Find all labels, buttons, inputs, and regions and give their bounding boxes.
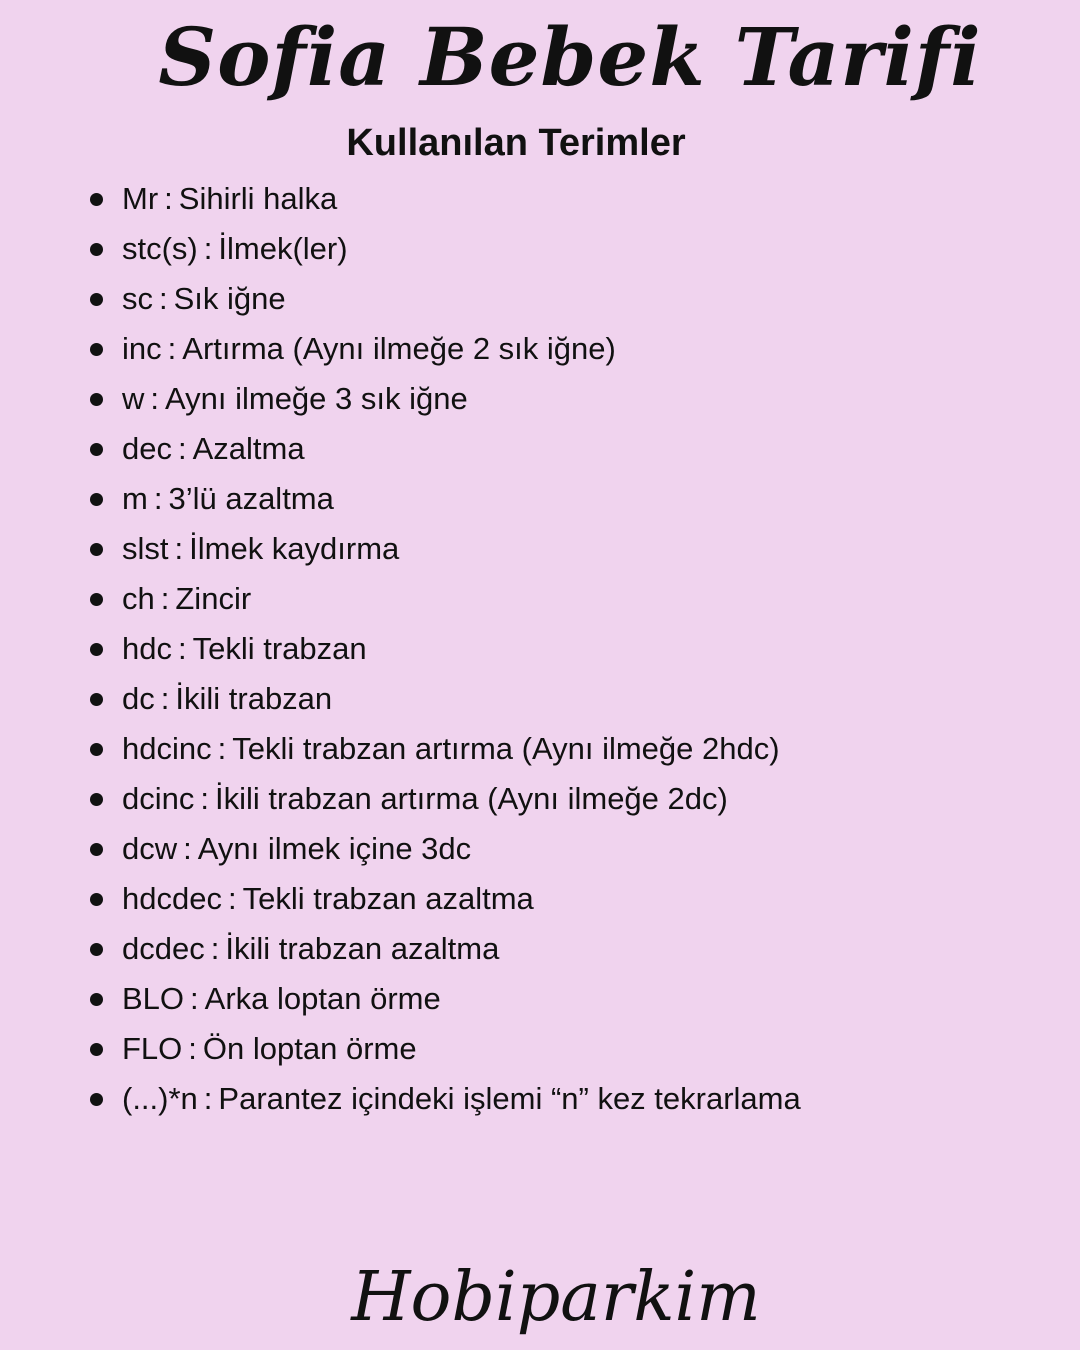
term-abbr: dcw	[122, 831, 178, 866]
term-meaning: Zincir	[175, 581, 252, 616]
bullet-icon	[90, 443, 103, 456]
list-item	[88, 974, 801, 1024]
term-meaning: İkili trabzan	[175, 681, 333, 716]
list-item	[88, 824, 801, 874]
term-separator: :	[190, 981, 199, 1016]
term-abbr: w	[122, 381, 145, 416]
term-meaning: İlmek kaydırma	[189, 531, 400, 566]
list-item	[88, 524, 801, 574]
term-abbr: (...)*n	[122, 1081, 198, 1116]
term-separator: :	[200, 781, 209, 816]
list-item	[88, 1074, 801, 1124]
bullet-icon	[90, 193, 103, 206]
term-meaning: Aynı ilmeğe 3 sık iğne	[165, 381, 468, 416]
list-item	[88, 174, 801, 224]
bullet-icon	[90, 343, 103, 356]
list-item	[88, 424, 801, 474]
bullet-icon	[90, 1093, 103, 1106]
list-item	[88, 574, 801, 624]
term-separator: :	[164, 181, 173, 216]
term-meaning: İkili trabzan artırma (Aynı ilmeğe 2dc)	[215, 781, 728, 816]
bullet-icon	[90, 543, 103, 556]
list-item	[88, 1024, 801, 1074]
term-abbr: hdc	[122, 631, 172, 666]
term-meaning: Arka loptan örme	[204, 981, 441, 1016]
term-abbr: Mr	[122, 181, 159, 216]
term-meaning: Sihirli halka	[178, 181, 338, 216]
list-item	[88, 724, 801, 774]
term-separator: :	[183, 831, 192, 866]
term-meaning: Tekli trabzan azaltma	[242, 881, 534, 916]
term-separator: :	[210, 931, 220, 966]
term-abbr: hdcdec	[122, 881, 222, 916]
term-meaning: Aynı ilmek içine 3dc	[197, 831, 472, 866]
list-item	[88, 374, 801, 424]
list-item	[88, 924, 801, 974]
bullet-icon	[90, 393, 103, 406]
bullet-icon	[90, 243, 103, 256]
term-meaning: Artırma (Aynı ilmeğe 2 sık iğne)	[182, 331, 616, 366]
bullet-icon	[90, 993, 103, 1006]
bullet-icon	[90, 493, 103, 506]
term-abbr: slst	[122, 531, 169, 566]
term-separator: :	[153, 481, 163, 516]
list-item	[88, 224, 801, 274]
term-abbr: BLO	[122, 981, 185, 1016]
term-separator: :	[217, 731, 227, 766]
term-abbr: inc	[122, 331, 162, 366]
bullet-icon	[90, 593, 103, 606]
term-abbr: dcinc	[122, 781, 195, 816]
term-meaning: Parantez içindeki işlemi “n” kez tekrarlama	[218, 1081, 801, 1116]
bullet-icon	[90, 1043, 103, 1056]
list-item	[88, 274, 801, 324]
term-separator: :	[159, 281, 168, 316]
list-item	[88, 624, 801, 674]
term-abbr: dcdec	[122, 931, 205, 966]
term-separator: :	[177, 431, 187, 466]
term-separator: :	[203, 231, 213, 266]
term-meaning: İlmek(ler)	[218, 231, 348, 266]
terms-list	[88, 174, 801, 1124]
term-abbr: stc(s)	[122, 231, 198, 266]
term-abbr: dc	[122, 681, 155, 716]
bullet-icon	[90, 743, 103, 756]
term-abbr: hdcinc	[122, 731, 212, 766]
list-item	[88, 874, 801, 924]
term-meaning: Sık iğne	[173, 281, 286, 316]
term-abbr: m	[122, 481, 148, 516]
bullet-icon	[90, 693, 103, 706]
term-meaning: Tekli trabzan artırma (Aynı ilmeğe 2hdc)	[232, 731, 780, 766]
term-meaning: 3’lü azaltma	[168, 481, 334, 516]
bullet-icon	[90, 293, 103, 306]
term-separator: :	[188, 1031, 197, 1066]
term-separator: :	[150, 381, 160, 416]
term-separator: :	[177, 631, 187, 666]
term-separator: :	[167, 331, 177, 366]
bullet-icon	[90, 843, 103, 856]
term-abbr: ch	[122, 581, 155, 616]
list-item	[88, 474, 801, 524]
list-item	[88, 774, 801, 824]
term-separator: :	[174, 531, 184, 566]
term-meaning: Tekli trabzan	[192, 631, 367, 666]
term-separator: :	[227, 881, 237, 916]
list-item	[88, 674, 801, 724]
bullet-icon	[90, 893, 103, 906]
term-separator: :	[203, 1081, 213, 1116]
term-abbr: dec	[122, 431, 172, 466]
list-item	[88, 324, 801, 374]
term-meaning: Ön loptan örme	[202, 1031, 417, 1066]
bullet-icon	[90, 943, 103, 956]
page-title: Sofia Bebek Tarifi	[158, 10, 982, 104]
bullet-icon	[90, 793, 103, 806]
bullet-icon	[90, 643, 103, 656]
brand-signature: Hobiparkim	[351, 1258, 761, 1337]
term-separator: :	[160, 681, 170, 716]
term-abbr: sc	[122, 281, 153, 316]
term-meaning: İkili trabzan azaltma	[225, 931, 500, 966]
term-abbr: FLO	[122, 1031, 183, 1066]
term-meaning: Azaltma	[192, 431, 305, 466]
term-separator: :	[160, 581, 170, 616]
section-subtitle: Kullanılan Terimler	[346, 122, 686, 164]
